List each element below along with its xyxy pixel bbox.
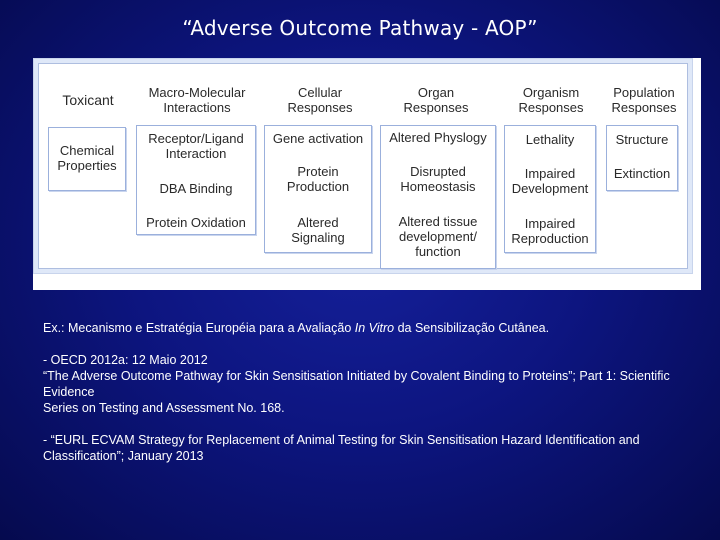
- population-column: [606, 125, 678, 191]
- item-altered-physiology: Altered Physlogy: [389, 130, 487, 145]
- item-altered-signaling: Altered Signaling: [291, 215, 345, 245]
- item-lethality: Lethality: [525, 132, 575, 147]
- item-protein-oxidation: Protein Oxidation: [146, 215, 246, 230]
- example-italic: In Vitro: [354, 321, 395, 335]
- toxicant-label: Toxicant: [62, 92, 114, 108]
- item-altered-tissue: Altered tissue development/ function: [398, 214, 478, 259]
- organism-column: [504, 125, 596, 253]
- cellular-column: [264, 125, 372, 253]
- item-dba-binding: DBA Binding: [159, 181, 233, 196]
- item-structure: Structure: [615, 132, 669, 147]
- macro-molecular-column: [136, 125, 256, 235]
- item-impaired-development: Impaired Development: [511, 166, 589, 196]
- aop-diagram-frame: [33, 58, 693, 274]
- item-extinction: Extinction: [613, 166, 671, 181]
- header-macro-molecular: Macro-Molecular Interactions: [148, 85, 246, 115]
- oecd-title: “The Adverse Outcome Pathway for Skin Sensitisation Initiated by Covalent Binding to Proteins”; Part 1: Scientific Evidence: [43, 369, 670, 399]
- chemical-properties-label: Chemical Properties: [57, 143, 117, 173]
- item-protein-production: Protein Production: [286, 164, 350, 194]
- eurl-reference: - “EURL ECVAM Strategy for Replacement of Animal Testing for Skin Sensitisation Hazard Identification and Classification”; January 2013: [43, 433, 640, 463]
- header-organism: Organism Responses: [518, 85, 584, 115]
- references-text: [43, 320, 683, 464]
- item-impaired-reproduction: Impaired Reproduction: [511, 216, 589, 246]
- header-organ: Organ Responses: [403, 85, 469, 115]
- header-cellular: Cellular Responses: [287, 85, 353, 115]
- aop-diagram: [33, 58, 701, 290]
- chemical-properties-box: [48, 127, 126, 191]
- item-disrupted-homeostasis: Disrupted Homeostasis: [400, 164, 476, 194]
- example-suffix: da Sensibilização Cutânea.: [394, 321, 550, 335]
- oecd-date: - OECD 2012a: 12 Maio 2012: [43, 353, 208, 367]
- organ-column: [380, 125, 496, 269]
- slide-title: “Adverse Outcome Pathway - AOP”: [182, 16, 538, 40]
- header-population: Population Responses: [611, 85, 677, 115]
- item-gene-activation: Gene activation: [272, 131, 364, 146]
- example-line: [43, 320, 683, 336]
- oecd-series: Series on Testing and Assessment No. 168.: [43, 401, 285, 415]
- example-prefix: Ex.: Mecanismo e Estratégia Européia para a Avaliação: [43, 321, 355, 335]
- item-receptor-ligand: Receptor/Ligand Interaction: [148, 131, 244, 161]
